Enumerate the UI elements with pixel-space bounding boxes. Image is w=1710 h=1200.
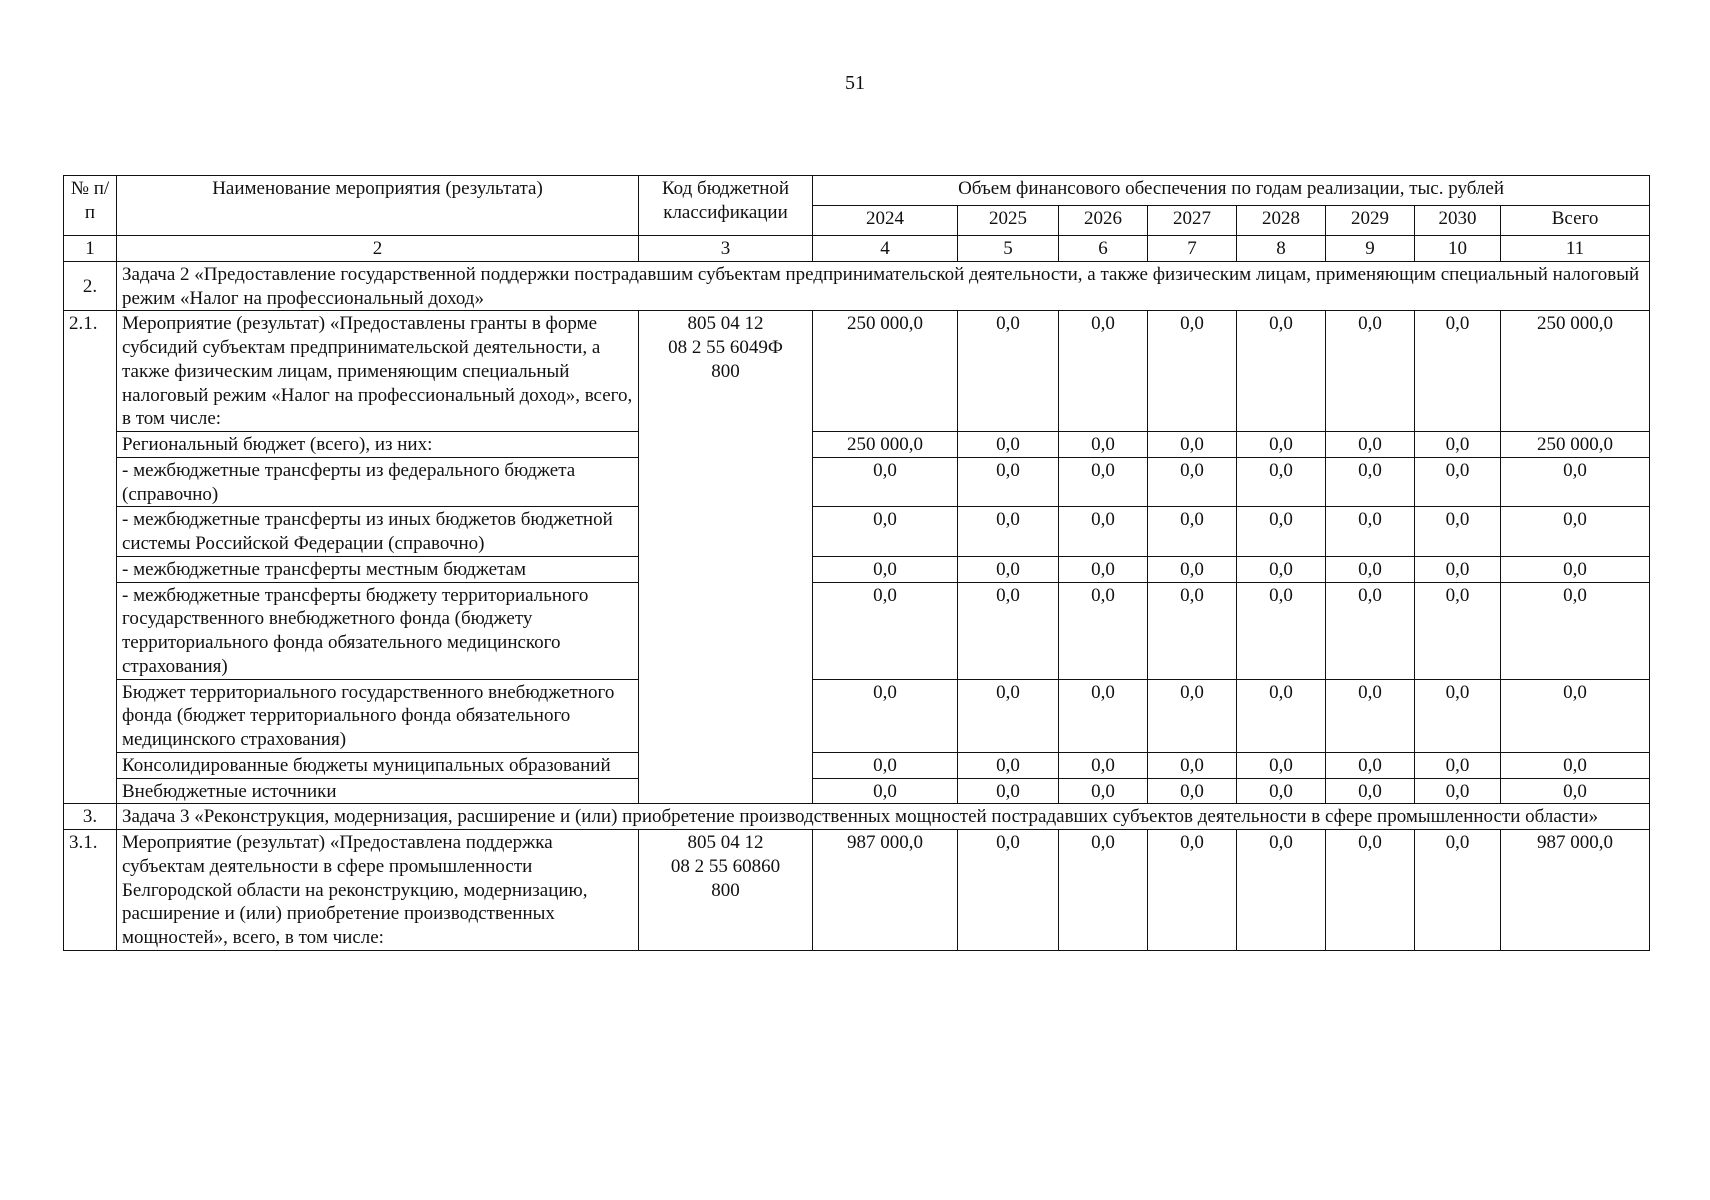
value-cell: 0,0 [1326,457,1415,507]
source-row [64,582,1650,679]
value-cell: 0,0 [1415,457,1501,507]
value-cell: 0,0 [1501,457,1650,507]
value-cell: 0,0 [1148,432,1237,458]
value-cell: 0,0 [1059,432,1148,458]
value-cell: 0,0 [1415,556,1501,582]
budget-code-line: 800 [711,360,740,382]
source-name: Консолидированные бюджеты муниципальных образований [117,752,639,778]
source-name: Региональный бюджет (всего), из них: [117,432,639,458]
value-cell: 987 000,0 [1501,830,1650,951]
value-cell: 987 000,0 [813,830,958,951]
header-code: Код бюджетной классификации [639,176,813,236]
column-number: 5 [958,236,1059,262]
value-cell: 0,0 [1237,507,1326,557]
value-cell: 0,0 [1237,311,1326,432]
value-cell: 0,0 [1501,752,1650,778]
source-name: - межбюджетные трансферты из иных бюджетов бюджетной системы Российской Федерации (справочно) [117,507,639,557]
value-cell: 0,0 [1237,830,1326,951]
column-number: 9 [1326,236,1415,262]
measure-row [64,830,1650,951]
source-row [64,507,1650,557]
column-number: 7 [1148,236,1237,262]
task-number: 3. [64,804,117,830]
header-number: № п/п [64,176,117,236]
task-row [64,261,1650,311]
value-cell: 0,0 [1237,457,1326,507]
value-cell: 0,0 [813,582,958,679]
source-row [64,432,1650,458]
value-cell: 0,0 [1501,556,1650,582]
value-cell: 0,0 [958,507,1059,557]
value-cell: 0,0 [958,778,1059,804]
value-cell: 0,0 [1326,752,1415,778]
source-name: - межбюджетные трансферты местным бюджетам [117,556,639,582]
value-cell: 0,0 [958,457,1059,507]
source-row [64,752,1650,778]
value-cell: 0,0 [1059,679,1148,752]
value-cell: 0,0 [813,556,958,582]
value-cell: 0,0 [1148,582,1237,679]
value-cell: 0,0 [1326,507,1415,557]
value-cell: 0,0 [1415,311,1501,432]
value-cell: 0,0 [1148,311,1237,432]
column-number: 8 [1237,236,1326,262]
value-cell: 0,0 [1148,830,1237,951]
financing-table [63,175,1650,951]
measure-number: 2.1. [64,311,117,804]
value-cell: 0,0 [1501,778,1650,804]
value-cell: 250 000,0 [813,432,958,458]
value-cell: 0,0 [1326,582,1415,679]
column-number: 11 [1501,236,1650,262]
value-cell: 0,0 [1326,432,1415,458]
value-cell: 0,0 [1148,778,1237,804]
value-cell: 0,0 [1415,778,1501,804]
source-name: Бюджет территориального государственного внебюджетного фонда (бюджет территориального фонда обязательного медицинского страхования) [117,679,639,752]
measure-row [64,311,1650,432]
task-title: Задача 3 «Реконструкция, модернизация, расширение и (или) приобретение производственных мощностей пострадавших субъектов деятельности в сфере промышленности области» [117,804,1650,830]
budget-code-line: 805 04 12 [687,832,764,853]
value-cell: 0,0 [1415,582,1501,679]
budget-code [639,311,813,804]
header-year: 2026 [1059,206,1148,236]
budget-code-line: 08 2 55 6049Ф [668,337,783,358]
value-cell: 0,0 [1059,582,1148,679]
column-number: 1 [64,236,117,262]
column-number: 10 [1415,236,1501,262]
column-number-row [64,236,1650,262]
value-cell: 0,0 [813,778,958,804]
value-cell: 0,0 [813,507,958,557]
budget-code-line: 08 2 55 60860 [670,855,781,877]
column-number: 2 [117,236,639,262]
value-cell: 0,0 [1148,457,1237,507]
value-cell: 0,0 [1415,830,1501,951]
page-number: 51 [845,72,865,94]
source-name: Внебюджетные источники [117,778,639,804]
value-cell: 0,0 [1237,582,1326,679]
value-cell: 0,0 [958,830,1059,951]
column-number: 3 [639,236,813,262]
column-number: 4 [813,236,958,262]
value-cell: 0,0 [1501,582,1650,679]
value-cell: 0,0 [1148,507,1237,557]
header-name: Наименование мероприятия (результата) [117,176,639,236]
value-cell: 250 000,0 [1501,432,1650,458]
measure-number: 3.1. [64,830,117,951]
task-title: Задача 2 «Предоставление государственной поддержки пострадавшим субъектам предпринимательской деятельности, а также физическим лицам, применяющим специальный налоговый режим «Налог на профессиональный доход» [117,261,1650,311]
budget-code-line: 800 [711,879,740,901]
header-total: Всего [1501,206,1650,236]
header-year: 2025 [958,206,1059,236]
value-cell: 0,0 [958,311,1059,432]
value-cell: 0,0 [1059,507,1148,557]
value-cell: 0,0 [1415,432,1501,458]
value-cell: 0,0 [1501,679,1650,752]
source-row [64,457,1650,507]
header-year: 2024 [813,206,958,236]
header-year: 2029 [1326,206,1415,236]
header-year: 2030 [1415,206,1501,236]
header-year: 2028 [1237,206,1326,236]
value-cell: 0,0 [1501,507,1650,557]
value-cell: 0,0 [1237,556,1326,582]
header-volume: Объем финансового обеспечения по годам реализации, тыс. рублей [813,176,1650,206]
value-cell: 0,0 [1059,556,1148,582]
value-cell: 0,0 [1237,752,1326,778]
header-row-1 [64,176,1650,206]
budget-code-line: 805 04 12 [687,313,764,335]
measure-name: Мероприятие (результат) «Предоставлена поддержка субъектам деятельности в сфере промышленности Белгородской области на реконструкцию, модернизацию, расширение и (или) приобретение производственных мощностей», всего, в том числе: [117,830,639,951]
source-name: - межбюджетные трансферты бюджету территориального государственного внебюджетного фонда (бюджету территориального фонда обязательного медицинского страхования) [117,582,639,679]
value-cell: 0,0 [1059,752,1148,778]
value-cell: 0,0 [958,432,1059,458]
value-cell: 0,0 [1415,752,1501,778]
value-cell: 0,0 [1415,507,1501,557]
value-cell: 0,0 [1148,556,1237,582]
column-number: 6 [1059,236,1148,262]
value-cell: 0,0 [1237,432,1326,458]
value-cell: 0,0 [1059,457,1148,507]
value-cell: 250 000,0 [1501,311,1650,432]
value-cell: 0,0 [1059,778,1148,804]
value-cell: 0,0 [958,556,1059,582]
source-row [64,679,1650,752]
value-cell: 0,0 [1326,556,1415,582]
value-cell: 0,0 [1326,778,1415,804]
value-cell: 0,0 [1059,311,1148,432]
value-cell: 0,0 [1326,830,1415,951]
value-cell: 250 000,0 [813,311,958,432]
value-cell: 0,0 [813,457,958,507]
budget-code [639,830,813,951]
task-row [64,804,1650,830]
value-cell: 0,0 [1326,311,1415,432]
value-cell: 0,0 [1148,752,1237,778]
value-cell: 0,0 [1148,679,1237,752]
value-cell: 0,0 [813,679,958,752]
value-cell: 0,0 [1415,679,1501,752]
value-cell: 0,0 [1237,778,1326,804]
value-cell: 0,0 [813,752,958,778]
value-cell: 0,0 [958,752,1059,778]
header-year: 2027 [1148,206,1237,236]
task-number: 2. [64,261,117,311]
measure-name: Мероприятие (результат) «Предоставлены гранты в форме субсидий субъектам предпринимательской деятельности, а также физическим лицам, применяющим специальный налоговый режим «Налог на профессиональный доход», всего, в том числе: [117,311,639,432]
value-cell: 0,0 [958,582,1059,679]
source-name: - межбюджетные трансферты из федерального бюджета (справочно) [117,457,639,507]
value-cell: 0,0 [1059,830,1148,951]
value-cell: 0,0 [1326,679,1415,752]
value-cell: 0,0 [1237,679,1326,752]
source-row [64,556,1650,582]
value-cell: 0,0 [958,679,1059,752]
source-row [64,778,1650,804]
